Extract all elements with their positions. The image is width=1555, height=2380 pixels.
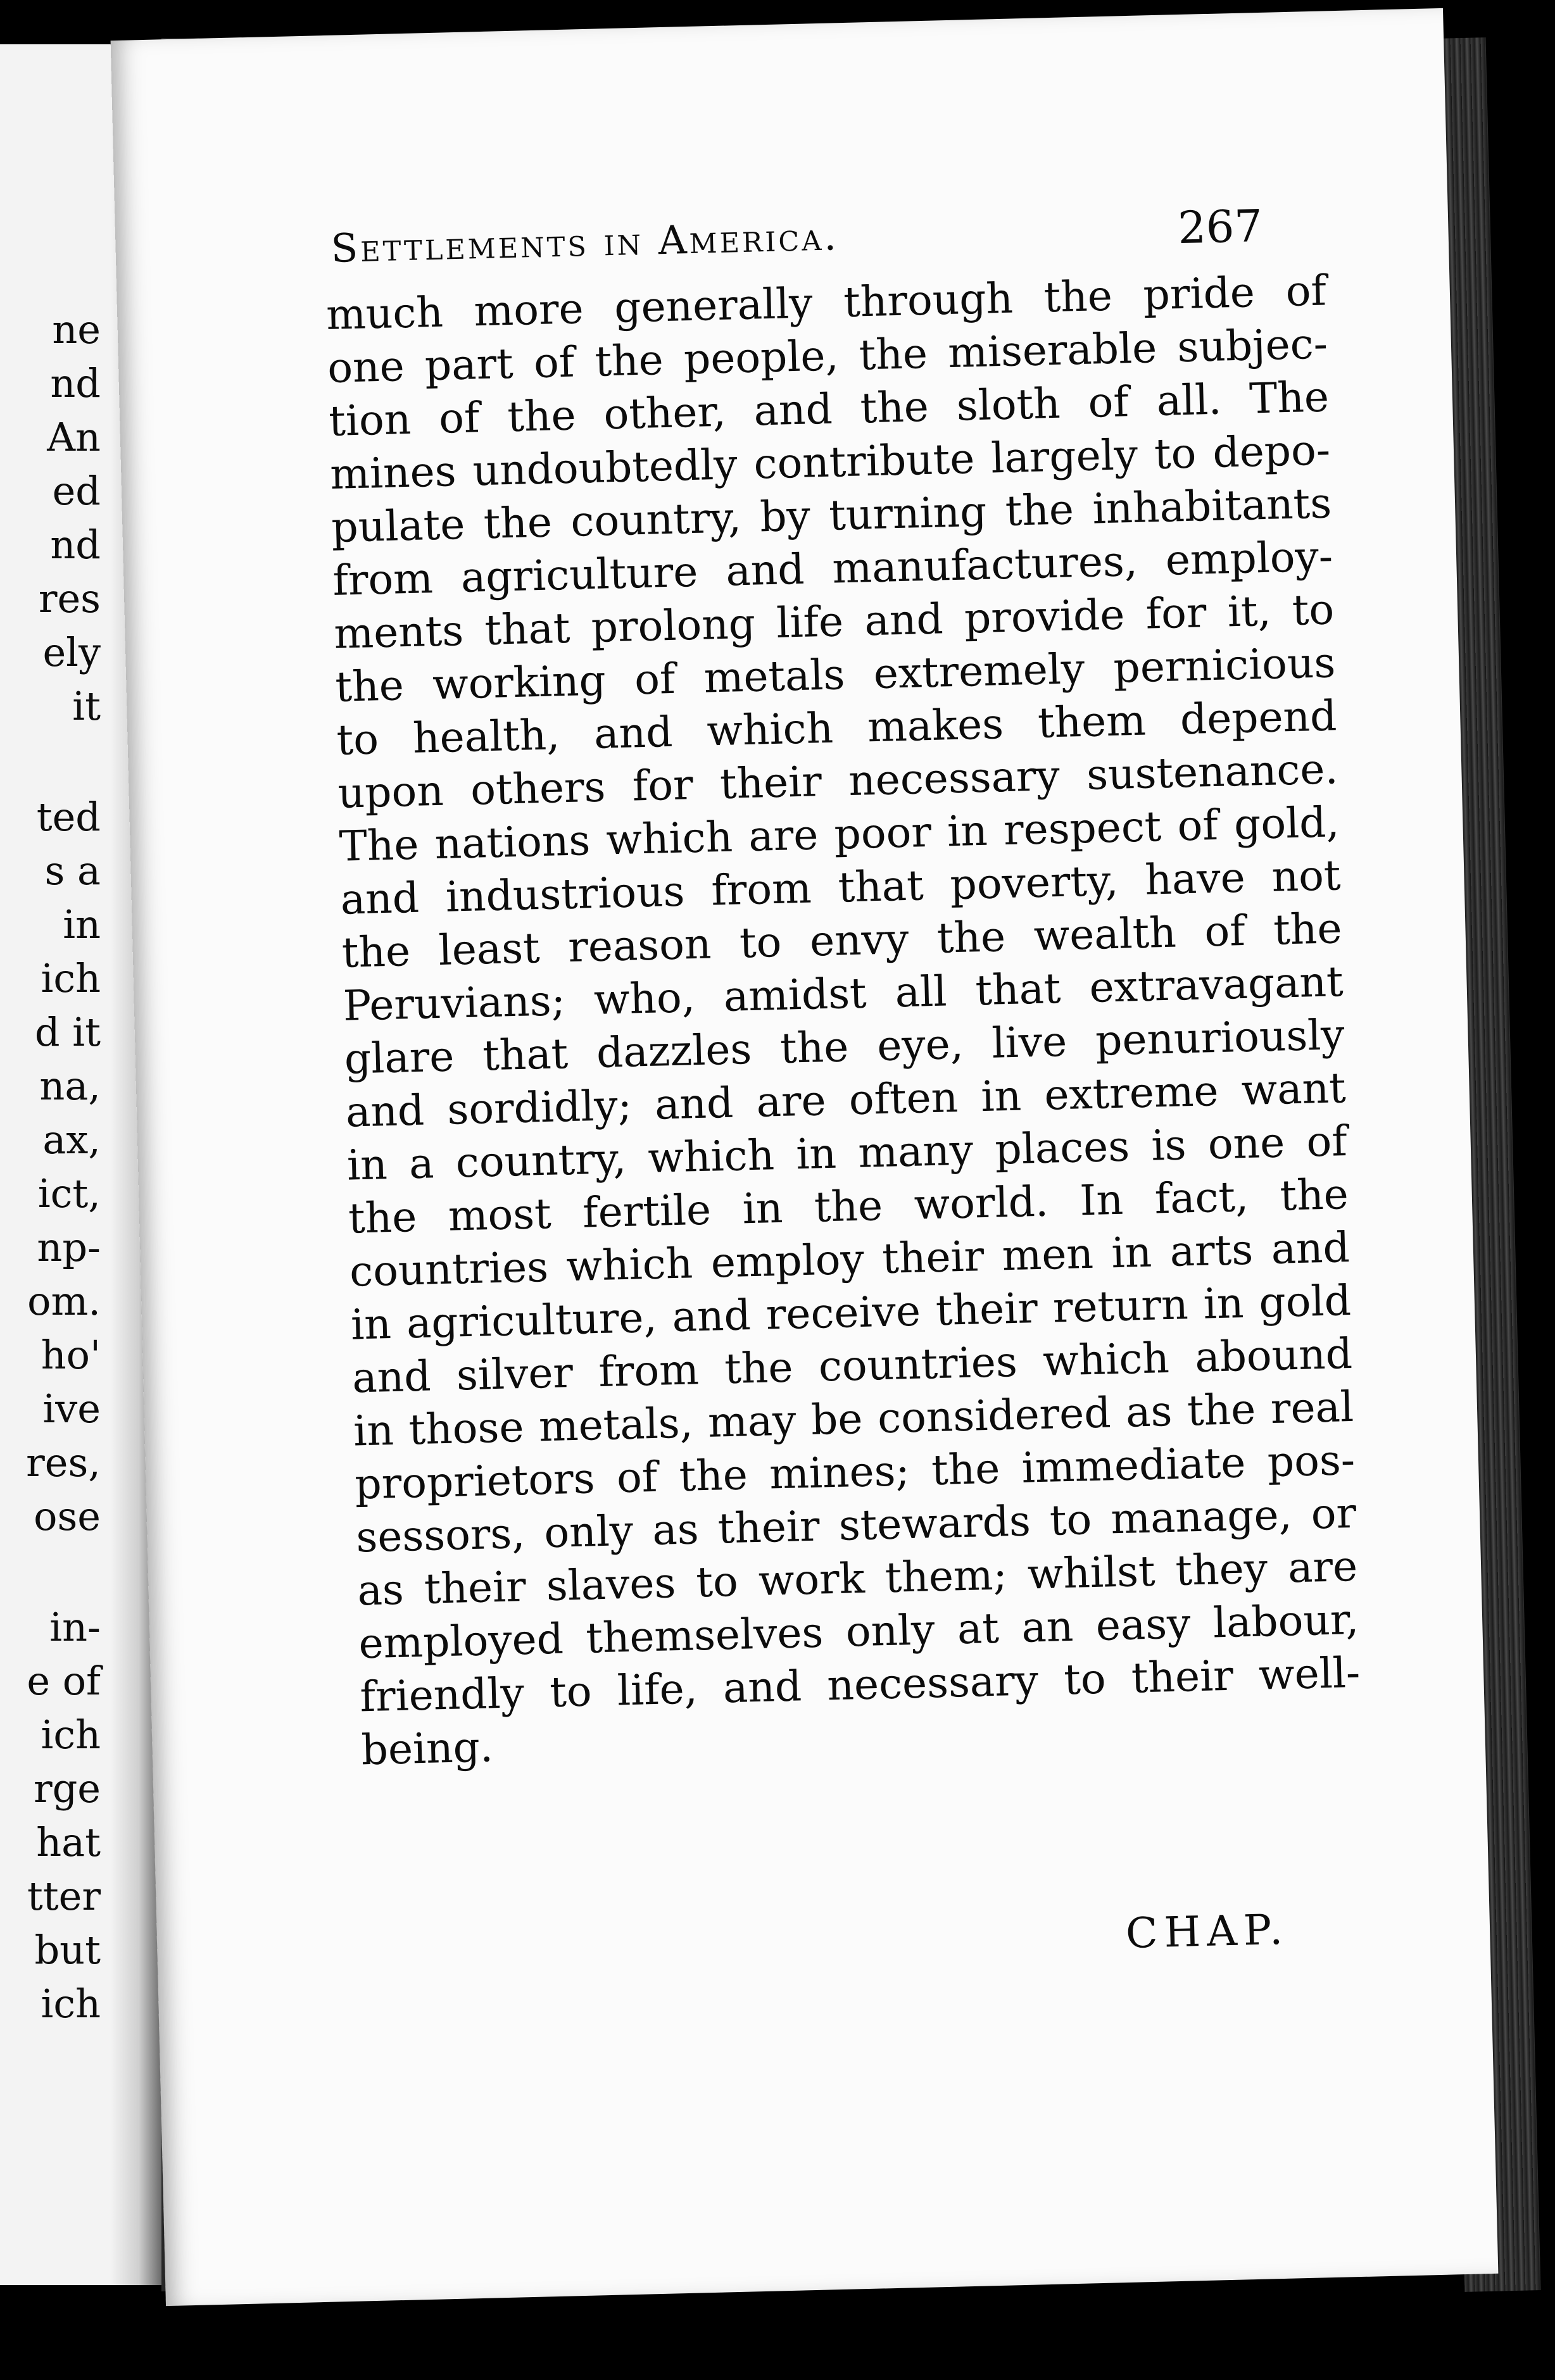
text-line: from agriculture and manufactures, employ- [332, 532, 1333, 605]
left-page-fragment: np- [37, 1224, 101, 1270]
left-page-fragment: hat [36, 1819, 101, 1865]
left-page-fragment: tter [27, 1873, 101, 1919]
text-line: friendly to life, and necessary to their well- [359, 1648, 1361, 1722]
text-line: mines undoubtedly contribute largely to depo- [329, 425, 1331, 499]
text-line: much more generally through the pride of [325, 266, 1327, 340]
left-page-fragment: but [34, 1927, 101, 1973]
left-page-fragment: ted [36, 794, 101, 840]
text-line: and silver from the countries which abound [351, 1329, 1353, 1403]
text-line: and industrious from that poverty, have not [339, 851, 1342, 924]
text-line: pulate the country, by turning the inhabitants [331, 479, 1332, 552]
text-line: and sordidly; and are often in extreme want [345, 1063, 1347, 1137]
left-page-fragment: s a [44, 848, 101, 894]
text-line: glare that dazzles the eye, live penuriously [344, 1010, 1345, 1084]
left-page-fragment: nd [50, 360, 101, 406]
left-page-fragment: ed [52, 468, 101, 514]
left-page-fragment: res [38, 575, 101, 622]
left-page-fragment: e of [27, 1658, 101, 1704]
body-text [325, 264, 1362, 1777]
text-line: upon others for their necessary sustenance. [337, 744, 1339, 818]
left-page-fragment: nd [50, 522, 101, 568]
text-line: in agriculture, and receive their return in gold [350, 1275, 1352, 1350]
text-line: to health, and which makes them depend [336, 691, 1338, 765]
text-line: as their slaves to work them; whilst they are [356, 1541, 1358, 1615]
left-page-fragment: d it [34, 1009, 101, 1055]
text-line: in those metals, may be considered as the real [353, 1382, 1354, 1456]
text-line: the working of metals extremely pernicious [334, 638, 1337, 711]
left-page-fragment: ich [41, 1981, 101, 2027]
text-line: tion of the other, and the sloth of all. The [328, 372, 1330, 446]
left-page-fragment: it [72, 683, 101, 729]
text-line: being. [360, 1722, 494, 1775]
catchword: CHAP. [1125, 1905, 1290, 1958]
text-line: ments that prolong life and provide for it, to [333, 585, 1335, 658]
left-page-fragment: res, [26, 1439, 101, 1486]
text-line: proprietors of the mines; the immediate pos- [354, 1435, 1356, 1509]
left-page-fragment: rge [33, 1765, 101, 1812]
text-line: The nations which are poor in respect of gold, [338, 798, 1340, 871]
text-line: one part of the people, the miserable subjec- [327, 319, 1328, 393]
text-line: employed themselves only at an easy labour, [358, 1594, 1360, 1669]
page-number: 267 [1177, 199, 1263, 254]
left-page-fragment: ax, [42, 1117, 101, 1163]
left-page-fragment: ely [42, 629, 101, 675]
left-page-fragment: ive [42, 1386, 101, 1432]
text-line: sessors, only as their stewards to manage, or [355, 1488, 1357, 1562]
left-page-fragment: An [47, 414, 101, 460]
book-page [111, 8, 1499, 2306]
left-page-fragment: ho' [41, 1332, 101, 1378]
left-page-fragment: in [63, 901, 101, 948]
left-page-fragment: ose [34, 1493, 101, 1539]
left-page-fragment: ich [41, 955, 101, 1001]
left-page-fragment: in- [49, 1604, 101, 1650]
left-page-fragment: ict, [37, 1170, 101, 1217]
left-page-fragment: ich [41, 1712, 101, 1758]
left-page-fragment: om. [27, 1278, 101, 1324]
left-page-fragment: ne [52, 306, 101, 353]
text-line: countries which employ their men in arts and [349, 1223, 1350, 1296]
text-line: the most fertile in the world. In fact, the [348, 1170, 1349, 1243]
text-line: the least reason to envy the wealth of the [341, 904, 1343, 977]
running-title: Settlements in America. [330, 213, 840, 272]
left-page-fragment: na, [39, 1063, 101, 1109]
text-line: Peruvians; who, amidst all that extravagant [343, 957, 1344, 1030]
text-line: in a country, which in many places is one of [346, 1117, 1348, 1190]
